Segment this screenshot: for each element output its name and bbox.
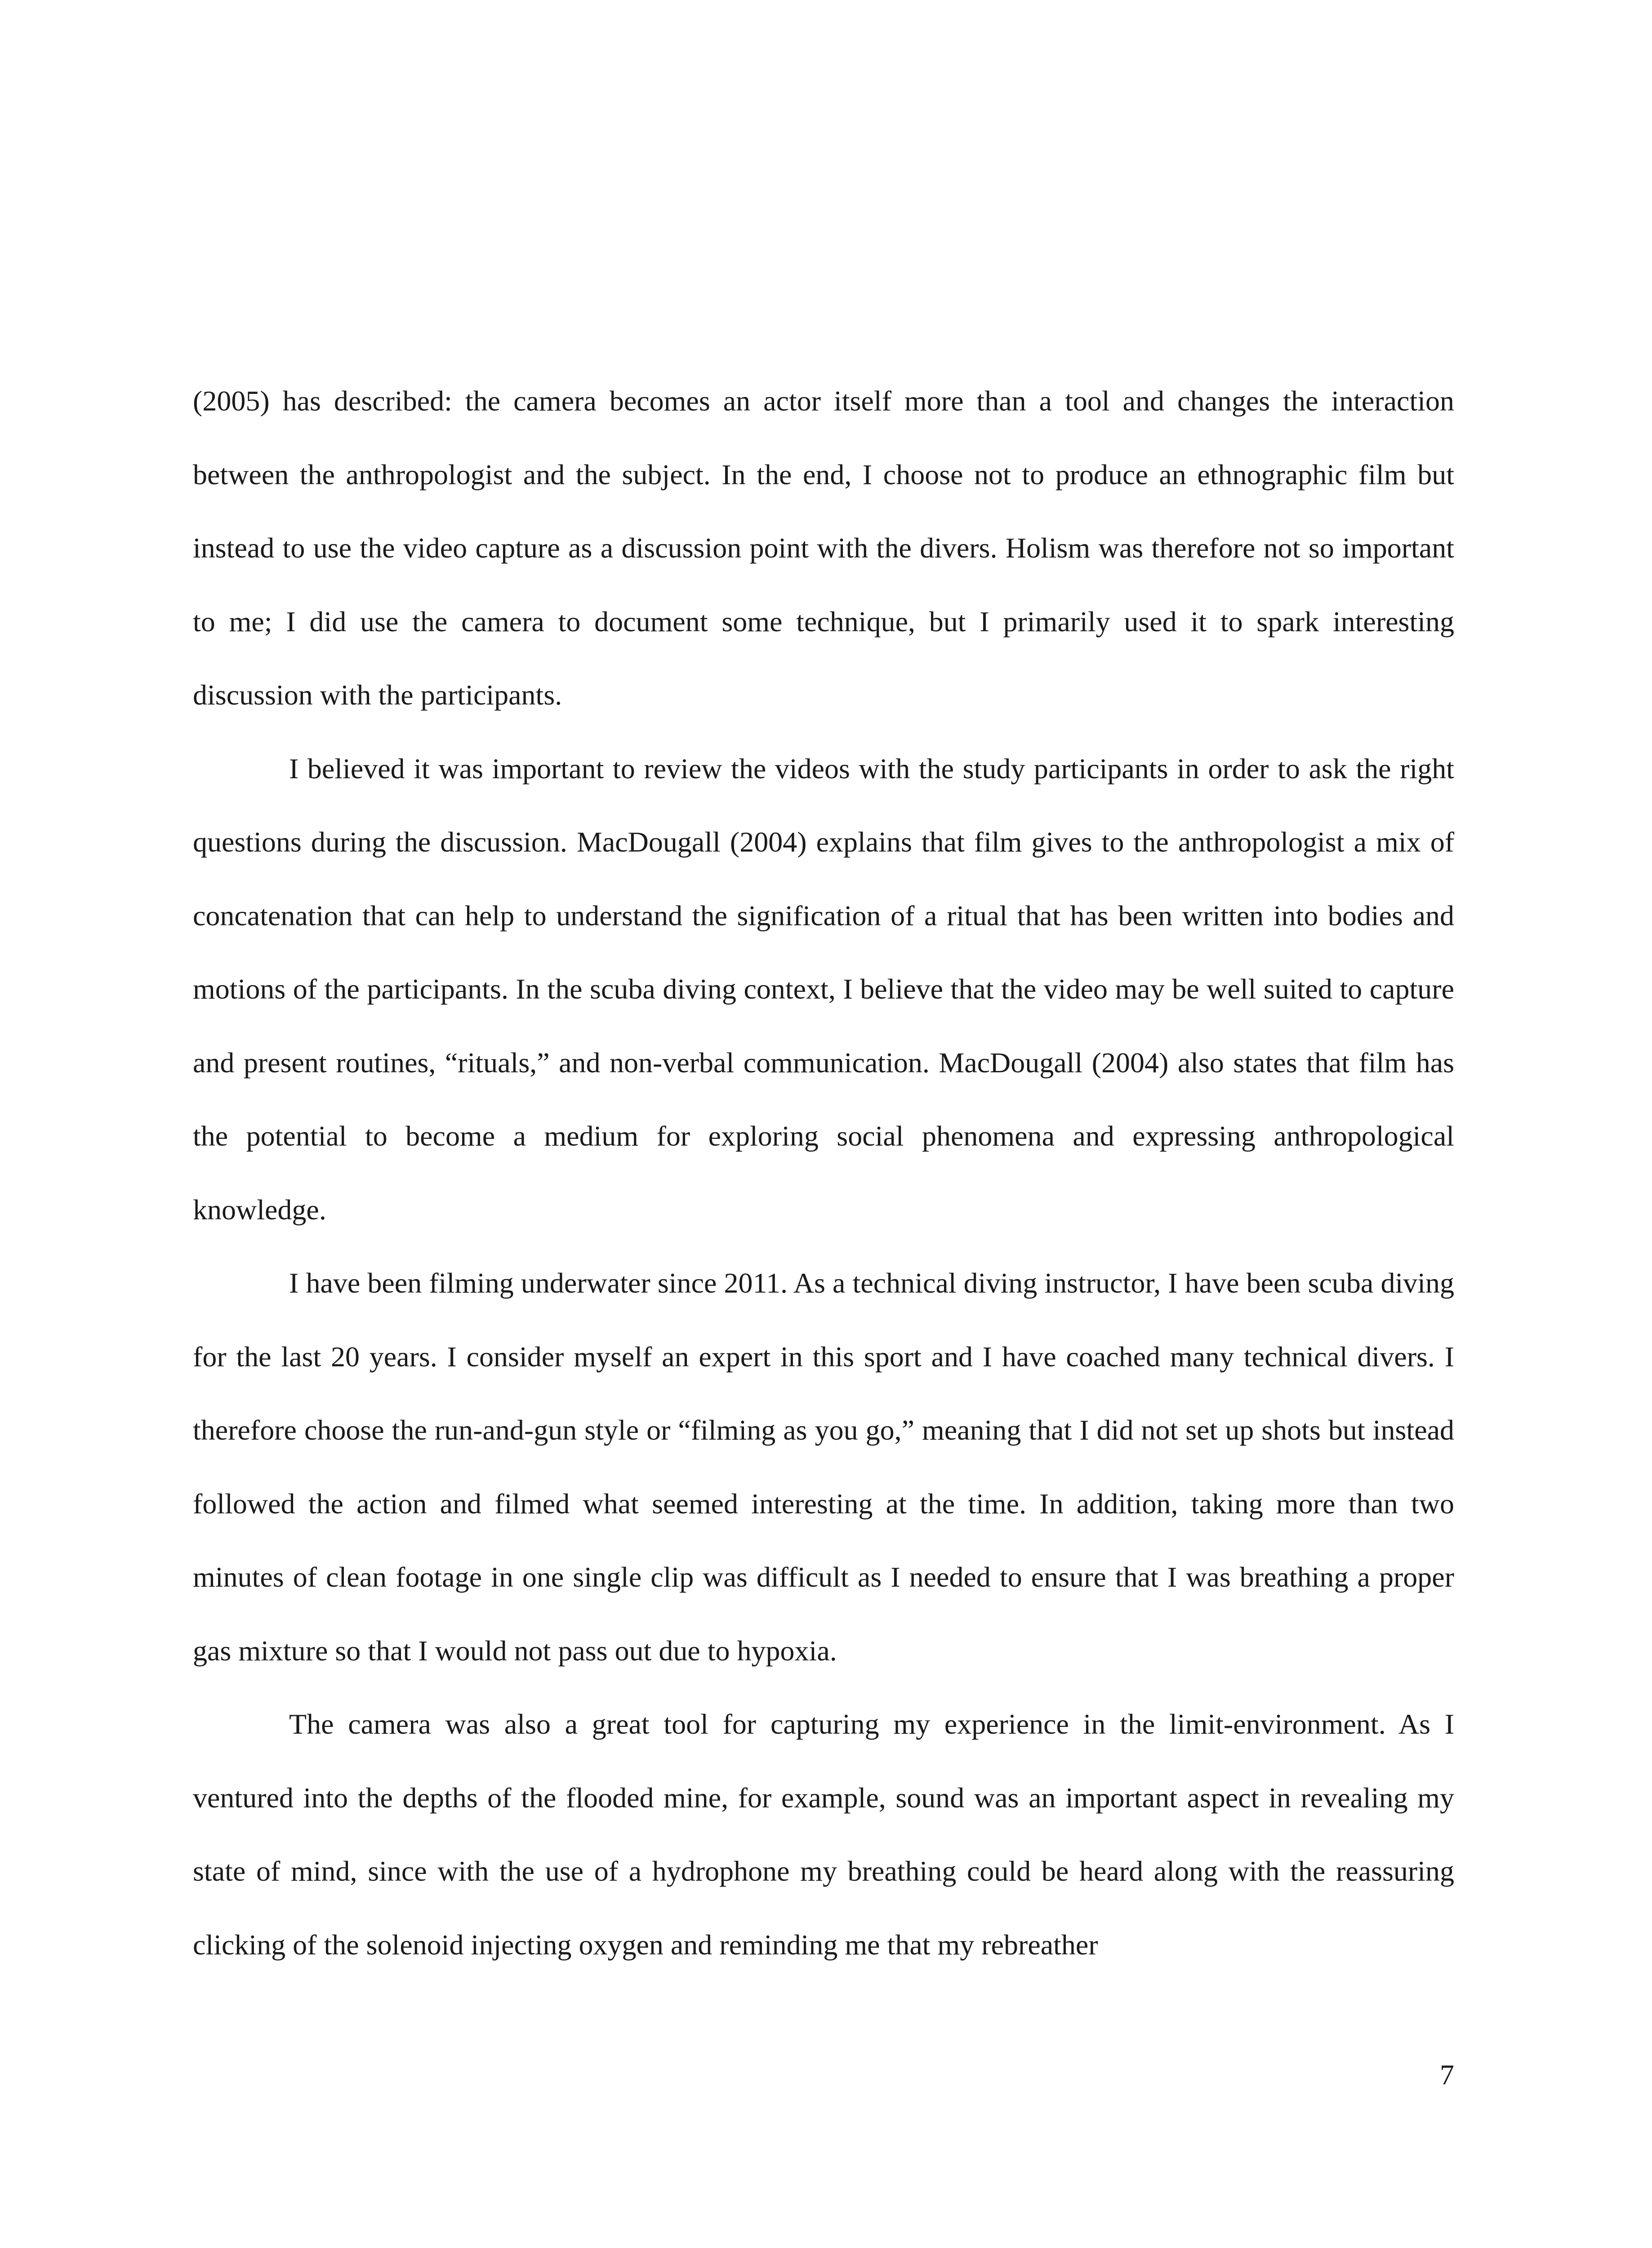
body-text xyxy=(193,364,1454,1981)
paragraph-camera-tool: The camera was also a great tool for capturing my experience in the limit-environment. As I ventured into the depths of the flooded mine, for example, sound was an important aspect in revealing my state of mind, since with the use of a hydrophone my breathing could be heard along with the reassuring clicking of the solenoid injecting oxygen and reminding me that my rebreather xyxy=(193,1708,1454,1961)
paragraph-continued: (2005) has described: the camera becomes an actor itself more than a tool and changes the interaction between the anthropologist and the subject. In the end, I choose not to produce an ethnographic film but instead to use the video capture as a discussion point with the divers. Holism was therefore not so important to me; I did use the camera to document some technique, but I primarily used it to spark interesting discussion with the participants. xyxy=(193,385,1454,711)
paragraph-video-review: I believed it was important to review the videos with the study participants in order to ask the right questions during the discussion. MacDougall (2004) explains that film gives to the anthropologist a mix of concatenation that can help to understand the signification of a ritual that has been written into bodies and motions of the participants. In the scuba diving context, I believe that the video may be well suited to capture and present routines, “rituals,” and non-verbal communication. MacDougall (2004) also states that film has the potential to become a medium for exploring social phenomena and expressing anthropological knowledge. xyxy=(193,752,1454,1226)
page-number: 7 xyxy=(1440,2059,1454,2091)
paragraph-filming-experience: I have been filming underwater since 2011. As a technical diving instructor, I have been scuba diving for the last 20 years. I consider myself an expert in this sport and I have coached many technical divers. I therefore choose the run-and-gun style or “filming as you go,” meaning that I did not set up shots but instead followed the action and filmed what seemed interesting at the time. In addition, taking more than two minutes of clean footage in one single clip was difficult as I needed to ensure that I was breathing a proper gas mixture so that I would not pass out due to hypoxia. xyxy=(193,1267,1454,1667)
